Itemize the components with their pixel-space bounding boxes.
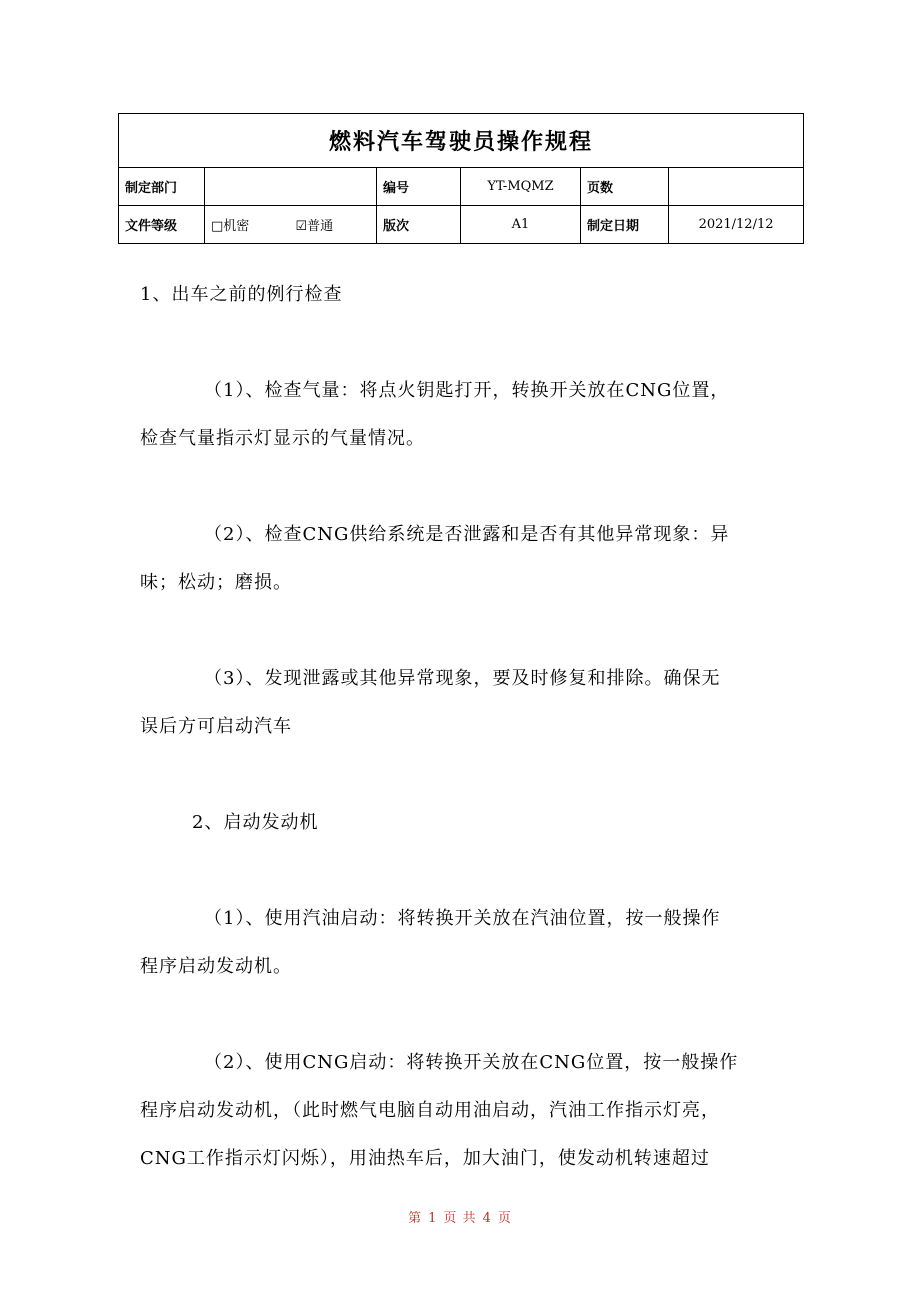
footer-suffix: 页 [497, 1211, 512, 1226]
s2-item1-line2: 程序启动发动机。 [140, 956, 292, 977]
option-normal-checkbox: ☑普通 [295, 219, 334, 234]
version-value: A1 [461, 206, 581, 244]
date-value: 2021/12/12 [669, 206, 804, 244]
page-footer [0, 1207, 920, 1226]
s1-item2-line2: 味；松动；磨损。 [140, 572, 292, 593]
dept-value [205, 168, 377, 206]
s2-item2-line2: 程序启动发动机，（此时燃气电脑自动用油启动，汽油工作指示灯亮， [140, 1100, 720, 1121]
code-label: 编号 [377, 168, 461, 206]
dept-label: 制定部门 [119, 168, 205, 206]
level-options [205, 206, 377, 244]
footer-prefix: 第 [408, 1211, 423, 1226]
section-2-title: 2、启动发动机 [192, 812, 319, 833]
s2-item2-line3: CNG工作指示灯闪烁），用油热车后，加大油门，使发动机转速超过 [140, 1148, 710, 1169]
version-label: 版次 [377, 206, 461, 244]
level-label: 文件等级 [119, 206, 205, 244]
option-secret-checkbox: □机密 [211, 219, 250, 234]
date-label: 制定日期 [581, 206, 669, 244]
s2-item1-line1: （1）、使用汽油启动：将转换开关放在汽油位置，按一般操作 [204, 908, 721, 929]
s1-item3-line1: （3）、发现泄露或其他异常现象，要及时修复和排除。确保无 [204, 668, 721, 689]
s1-item1-line2: 检查气量指示灯显示的气量情况。 [140, 428, 425, 449]
s1-item1-line1: （1）、检查气量：将点火钥匙打开，转换开关放在CNG位置， [204, 380, 730, 401]
document-header-table [118, 113, 804, 244]
s1-item2-line1: （2）、检查CNG供给系统是否泄露和是否有其他异常现象：异 [204, 524, 730, 545]
pages-label: 页数 [581, 168, 669, 206]
document-title: 燃料汽车驾驶员操作规程 [119, 114, 804, 168]
footer-current-page: 1 [428, 1211, 438, 1226]
footer-total-pages: 4 [482, 1211, 492, 1226]
s2-item2-line1: （2）、使用CNG启动：将转换开关放在CNG位置，按一般操作 [204, 1052, 739, 1073]
code-value: YT-MQMZ [461, 168, 581, 206]
document-body [140, 271, 780, 1183]
section-1-title: 1、出车之前的例行检查 [140, 284, 343, 305]
pages-value [669, 168, 804, 206]
footer-mid: 页 共 [443, 1211, 477, 1226]
s1-item3-line2: 误后方可启动汽车 [140, 716, 292, 737]
